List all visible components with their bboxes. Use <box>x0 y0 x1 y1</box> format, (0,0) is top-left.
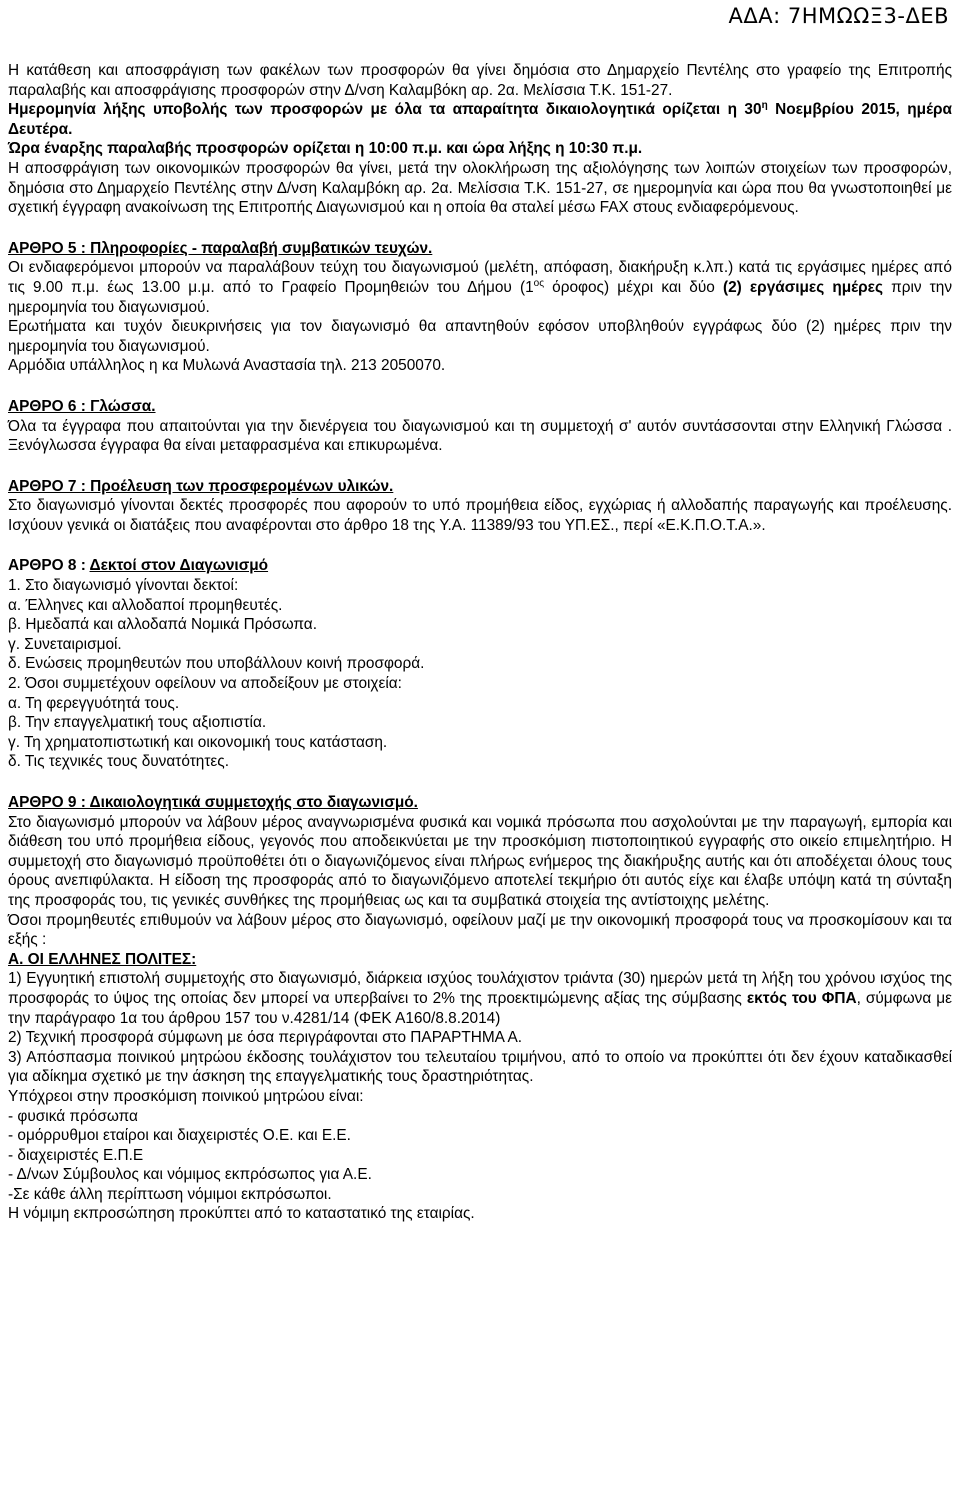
working-days-bold: (2) εργάσιμες ημέρες <box>722 278 883 296</box>
item-1-text-2: , σύμφωνα με την παράγραφο 1α του άρθρου 157 του ν.4281/14 (ΦΕΚ Α160/8.8.2014) <box>8 989 952 1027</box>
list-item: α. Τη φερεγγυότητά τους. <box>8 694 180 712</box>
article-7-paragraph: Στο διαγωνισμό γίνονται δεκτές προσφορές που αφορούν το υπό προμήθεια είδος, εγχώριας ή αλλοδαπής παραγωγής και προέλευσης. Ισχύουν γενικά οι διατάξεις που αναφέρονται στο άρθρο 18 της Υ.Α. 11389/93 του ΥΠ.ΕΣ., περί «Ε.Κ.Π.Ο.Τ.Α.». <box>8 497 952 534</box>
article-5-text-3: πριν την ημερομηνία του διαγωνισμού. <box>8 278 953 316</box>
article-5-text: Οι ενδιαφερόμενοι μπορούν να παραλάβουν τεύχη του διαγωνισμού (μελέτη, απόφαση, διακήρυξη κ.λπ.) κατά τις εργάσιμες ημέρες από τις 9.00 π.μ. έως 13.00 μ.μ. από το Γραφείο Προμηθειών του Δήμου (1 <box>8 259 952 296</box>
hours-paragraph: Ώρα έναρξης παραλαβής προσφορών ορίζεται η 10:00 π.μ. και ώρα λήξης η 10:30 π.μ. <box>8 140 643 158</box>
list-item: γ. Συνεταιρισμοί. <box>8 635 122 653</box>
list-item: γ. Τη χρηματοπιστωτική και οικονομική τους κατάσταση. <box>8 733 388 751</box>
article-9-item-2: 2) Τεχνική προσφορά σύμφωνη με όσα περιγράφονται στο ΠΑΡΑΡΤΗΜΑ Α. <box>8 1029 523 1047</box>
article-6-paragraph: Όλα τα έγγραφα που απαιτούνται για την διενέργεια του διαγωνισμού και τη συμμετοχή σ' αυτόν συντάσσονται στην Ελληνική Γλώσσα . Ξενόγλωσσα έγγραφα θα είναι μεταφρασμένα και επικυρωμένα. <box>8 417 952 455</box>
list-item: δ. Ενώσεις προμηθευτών που υποβάλλουν κοινή προσφορά. <box>8 655 425 673</box>
item-1-text: 1) Εγγυητική επιστολή συμμετοχής στο διαγωνισμό, διάρκεια ισχύος τουλάχιστον τριάντα (30) ημερών μετά τη λήξη του χρόνου ισχύος της προσφοράς το ύψος της οποίας δεν μπορεί να υπερβαίνει το 2% της προεκτιμώμενης αξίας της σύμβασης <box>8 970 952 1007</box>
deadline-paragraph <box>8 100 952 139</box>
floor-superscript: ος <box>533 277 545 289</box>
article-9-subtitle: Α. ΟΙ ΕΛΛΗΝΕΣ ΠΟΛΙΤΕΣ: <box>8 950 197 968</box>
document-id: ΑΔΑ: 7ΗΜΩΩΞ3-ΔΕΒ <box>728 4 949 28</box>
article-5-contact: Αρμόδια υπάλληλος η κα Μυλωνά Αναστασία τηλ. 213 2050070. <box>8 357 446 375</box>
article-5-text-2: όροφος) μέχρι και δύο <box>544 278 723 296</box>
article-6-title: ΑΡΘΡΟ 6 : Γλώσσα. <box>8 397 156 415</box>
list-item: - ομόρρυθμοι εταίροι και διαχειριστές Ο.Ε. και Ε.Ε. <box>8 1127 351 1145</box>
list-item: - Δ/νων Σύμβουλος και νόμιμος εκπρόσωπος για Α.Ε. <box>8 1166 372 1184</box>
article-9-title: ΑΡΘΡΟ 9 : Δικαιολογητικά συμμετοχής στο διαγωνισμό. <box>8 794 418 811</box>
article-5-title: ΑΡΘΡΟ 5 : Πληροφορίες - παραλαβή συμβατικών τευχών. <box>8 239 433 257</box>
document-page <box>8 61 952 1224</box>
article-9-paragraph-2: Όσοι προμηθευτές επιθυμούν να λάβουν μέρος στο διαγωνισμό, οφείλουν μαζί με την οικονομική προσφορά τους να προσκομίσουν και τα εξής : <box>8 911 952 949</box>
list-item: Η νόμιμη εκπροσώπηση προκύπτει από το καταστατικό της εταιρίας. <box>8 1205 475 1223</box>
article-7-title: ΑΡΘΡΟ 7 : Προέλευση των προσφερομένων υλικών. <box>8 477 394 495</box>
opening-paragraph: Η κατάθεση και αποσφράγιση των φακέλων των προσφορών θα γίνει δημόσια στο Δημαρχείο Πεντέλης στο γραφείο της Επιτροπής παραλαβής και αποσφράγισης προσφορών στην Δ/νση Καλαμβόκη αρ. 2α. Μελίσσια Τ.Κ. 151-27. <box>8 62 952 99</box>
article-5-paragraph-2: Ερωτήματα και τυχόν διευκρινήσεις για τον διαγωνισμό θα απαντηθούν εφόσον υποβληθούν εγγράφως δύο (2) ημέρες πριν την ημερομηνία του διαγωνισμού. <box>8 318 952 355</box>
list-item: Υπόχρεοι στην προσκόμιση ποινικού μητρώου είναι: <box>8 1087 364 1105</box>
list-item: - διαχειριστές Ε.Π.Ε <box>8 1146 144 1164</box>
financial-opening-paragraph: Η αποσφράγιση των οικονομικών προσφορών θα γίνει, μετά την ολοκλήρωση της αξιολόγησης των λοιπών στοιχείων των προσφορών, δημόσια στο Δημαρχείο Πεντέλης στην Δ/νση Καλαμβόκη αρ. 2α. Μελίσσια Τ.Κ. 151-27, σε ημερομηνία και ώρα που θα γνωστοποιηθεί με σχετική έγγραφη ανακοίνωση της Επιτροπής Διαγωνισμού και η οποία θα σταλεί μέσω FAX στους ενδιαφερόμενους. <box>8 159 952 217</box>
article-9-item-3: 3) Απόσπασμα ποινικού μητρώου έκδοσης τουλάχιστον του τελευταίου τριμήνου, από το οποίο να προκύπτει ότι δεν έχουν καταδικασθεί για αδίκημα σχετικό με την άσκηση της επαγγελματικής τους δραστηριότητας. <box>8 1048 952 1086</box>
list-item: β. Την επαγγελματική τους αξιοπιστία. <box>8 714 267 732</box>
list-item: - φυσικά πρόσωπα <box>8 1107 138 1125</box>
article-8-heading: Δεκτοί στον Διαγωνισμό <box>89 557 269 575</box>
article-8-label: ΑΡΘΡΟ 8 : <box>8 557 90 575</box>
list-item: α. Έλληνες και αλλοδαποί προμηθευτές. <box>8 596 283 614</box>
item-1-bold: εκτός του ΦΠΑ <box>746 989 857 1007</box>
deadline-superscript: η <box>761 100 768 112</box>
list-item: -Σε κάθε άλλη περίπτωση νόμιμοι εκπρόσωποι. <box>8 1185 332 1203</box>
list-item: β. Ημεδαπά και αλλοδαπά Νομικά Πρόσωπα. <box>8 616 317 634</box>
list-item: 1. Στο διαγωνισμό γίνονται δεκτοί: <box>8 577 239 595</box>
list-item: δ. Τις τεχνικές τους δυνατότητες. <box>8 753 229 771</box>
article-9-item-1 <box>8 969 952 1028</box>
deadline-text: Ημερομηνία λήξης υποβολής των προσφορών με όλα τα απαραίτητα δικαιολογητικά ορίζεται η 30 <box>8 101 762 119</box>
article-5-paragraph-1 <box>8 258 952 317</box>
article-9-paragraph-1: Στο διαγωνισμό μπορούν να λάβουν μέρος αναγνωρισμένα φυσικά και νομικά πρόσωπα που ασχολούνται με την παραγωγή, εμπορία και διάθεση του υπό προμήθεια είδους, γεγονός που αποδεικνύεται με την προσκόμιση πιστοποιητικού εγγραφής στο οικείο επιμελητήριο. Η συμμετοχή στο διαγωνισμό προϋποθέτει ότι ο διαγωνιζόμενος είναι πλήρως ενήμερος της διακήρυξης αυτής και ότι αποδέχεται όλους τους όρους ανεπιφύλακτα. Η είδοση της προσφοράς από το διαγωνιζόμενο αποτελεί τεκμήριο ότι αυτός είχε και έλαβε υπόψη κατά τη σύνταξη της προσφοράς του, τις γενικές συνθήκες της προμήθειας ως και τα συμβατικά στοιχεία της αντίστοιχης μελέτης. <box>8 813 952 909</box>
deadline-date: Νοεμβρίου 2015, ημέρα Δευτέρα. <box>8 101 953 138</box>
article-8-title <box>8 556 952 576</box>
list-item: 2. Όσοι συμμετέχουν οφείλουν να αποδείξουν με στοιχεία: <box>8 675 402 693</box>
